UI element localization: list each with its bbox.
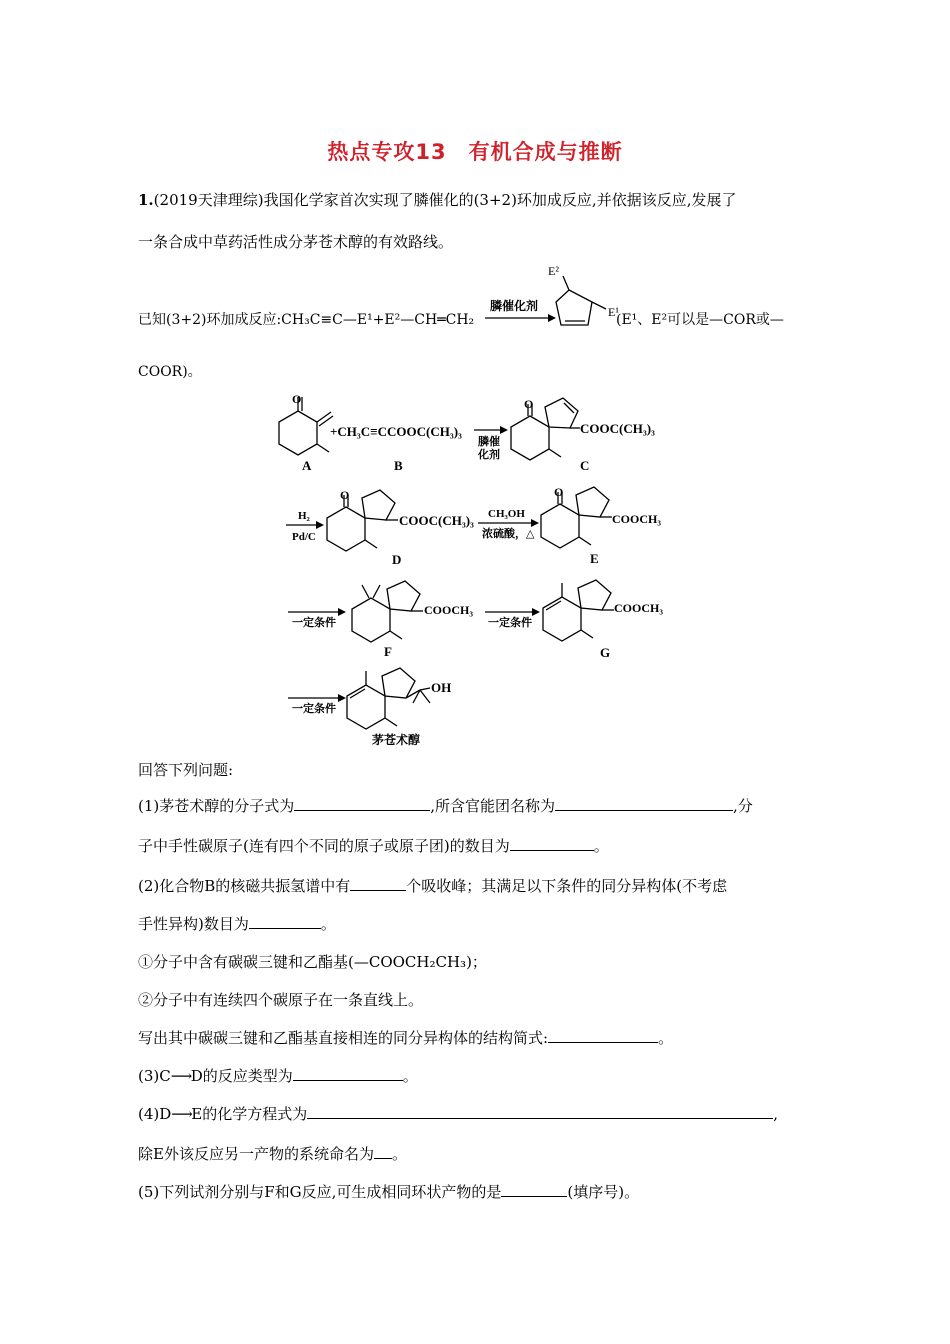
cat-label-2: 化剂 — [478, 449, 500, 461]
known-reaction-arrow — [485, 298, 556, 322]
cond-label-2: 一定条件 — [488, 617, 532, 629]
hydroxyl-label: OH — [431, 680, 452, 695]
compound-f — [352, 581, 423, 642]
methanol-label: CH₃OH — [488, 508, 525, 520]
q4-text-a: (4)D — [138, 1105, 172, 1123]
acid-label: 浓硫酸，△ — [482, 528, 535, 540]
oxygen-c: O — [524, 397, 534, 411]
questions-intro: 回答下列问题: — [138, 761, 234, 779]
condition-1: ①分子中含有碳碳三键和乙酯基(—COOCH₂CH₃)； — [138, 953, 487, 971]
question-source: (2019天津理综) — [153, 191, 264, 209]
question-2-part-3 — [138, 1028, 673, 1048]
h2-label: H₂ — [298, 510, 310, 522]
label-product: 茅苍术醇 — [372, 733, 421, 747]
right-arrow-icon: ⟶ — [170, 1067, 193, 1085]
ester-g: COOCH₃ — [614, 601, 663, 615]
arrow-ab-c — [474, 426, 508, 434]
answer-blank-equation[interactable] — [307, 1104, 773, 1119]
answer-blank-structure[interactable] — [548, 1028, 658, 1043]
oxygen-e: O — [554, 485, 564, 499]
q4-text-c: , — [773, 1105, 779, 1123]
arrow-f-g — [485, 608, 540, 616]
q4-text-b: E的化学方程式为 — [191, 1105, 308, 1123]
page-title: 热点专攻13 有机合成与推断 — [327, 140, 623, 164]
answer-blank-formula[interactable] — [294, 796, 430, 811]
q3-text-c: 。 — [402, 1067, 418, 1085]
answer-blank-isomer-count[interactable] — [249, 914, 321, 929]
q4-text-e: 。 — [391, 1145, 407, 1163]
cond-label-1: 一定条件 — [292, 617, 336, 629]
q3-text-b: D的反应类型为 — [190, 1067, 293, 1085]
oxygen-d: O — [340, 488, 350, 502]
question-1-part-2 — [138, 836, 609, 856]
arrow-c-d — [286, 521, 324, 529]
cond-label-3: 一定条件 — [292, 703, 336, 715]
label-f: F — [384, 644, 392, 659]
label-d: D — [392, 552, 402, 567]
answer-blank-chiral-count[interactable] — [510, 836, 594, 851]
e1-label: E¹ — [608, 305, 619, 319]
q5-text-b: (填序号)。 — [567, 1183, 640, 1201]
compound-e — [541, 487, 612, 548]
label-c: C — [580, 458, 590, 473]
question-1-part-1 — [138, 796, 753, 816]
known-reaction-prefix: 已知(3+2)环加成反应:CH₃C≡C—E¹+E²—CH═CH₂ — [138, 312, 475, 328]
compound-d — [327, 490, 398, 551]
question-2-part-2 — [138, 914, 336, 934]
question-number: 1. — [138, 191, 154, 209]
q1-text-a: (1)茅苍术醇的分子式为 — [138, 797, 295, 815]
q3-text-a: (3)C — [138, 1067, 171, 1085]
q1-text-c: ,分 — [733, 797, 753, 815]
label-e: E — [590, 551, 599, 566]
q1-text-e: 。 — [593, 837, 609, 855]
q1-text-d: 子中手性碳原子(连有四个不同的原子或原子团)的数目为 — [138, 837, 510, 855]
q2-text-a: (2)化合物B的核磁共振氢谱中有 — [138, 877, 351, 895]
question-text: 我国化学家首次实现了膦催化的(3+2)环加成反应,并依据该反应,发展了 — [263, 191, 737, 209]
q2-text-d: 。 — [320, 915, 336, 933]
compound-product — [347, 668, 430, 729]
cat-label-1: 膦催 — [478, 436, 500, 448]
right-arrow-icon: ⟶ — [171, 1105, 193, 1123]
q1-text-b: ,所含官能团名称为 — [430, 797, 556, 815]
label-b: B — [394, 458, 403, 473]
answer-blank-reaction-type[interactable] — [293, 1066, 403, 1081]
pdc-label: Pd/C — [292, 531, 316, 543]
answer-blank-peaks[interactable] — [350, 876, 406, 891]
q4-text-d: 除E外该反应另一产物的系统命名为 — [138, 1145, 374, 1163]
e2-label: E² — [548, 264, 559, 278]
question-1-line-2: 一条合成中草药活性成分茅苍术醇的有效路线。 — [138, 233, 454, 251]
answer-blank-reagent[interactable] — [501, 1182, 567, 1197]
q2-text-c: 手性异构)数目为 — [138, 915, 249, 933]
arrow-d-e — [478, 519, 539, 527]
answer-blank-byproduct-name[interactable] — [374, 1144, 392, 1159]
question-3 — [138, 1066, 418, 1086]
compound-a — [279, 397, 333, 455]
question-4-part-2 — [138, 1144, 407, 1164]
ester-d: COOC(CH₃)₃ — [399, 513, 474, 528]
answer-blank-functional-group[interactable] — [555, 796, 733, 811]
cyclopentene-product — [556, 276, 606, 325]
catalyst-label: 膦催化剂 — [490, 299, 539, 313]
known-reaction-tail: COOR)。 — [138, 364, 202, 380]
oxygen-a: O — [292, 392, 302, 406]
known-reaction-suffix: (E¹、E²可以是—COR或— — [616, 312, 784, 328]
ester-c: COOC(CH₃)₃ — [580, 421, 655, 436]
ester-f: COOCH₃ — [424, 603, 473, 617]
question-5 — [138, 1182, 639, 1202]
ester-e: COOCH₃ — [612, 512, 661, 526]
arrow-g-product — [288, 694, 346, 702]
label-a: A — [302, 458, 312, 473]
question-1-line-1 — [138, 190, 736, 210]
q2-text-f: 。 — [658, 1029, 674, 1047]
question-4-part-1 — [138, 1104, 778, 1124]
condition-2: ②分子中有连续四个碳原子在一条直线上。 — [138, 991, 424, 1009]
arrow-e-f — [288, 608, 346, 616]
compound-c — [511, 398, 580, 460]
label-g: G — [600, 645, 611, 660]
q5-text-a: (5)下列试剂分别与F和G反应,可生成相同环状产物的是 — [138, 1183, 502, 1201]
compound-g — [543, 580, 614, 641]
reagent-b: +CH₃C≡CCOOC(CH₃)₃ — [330, 424, 462, 439]
q2-text-e: 写出其中碳碳三键和乙酯基直接相连的同分异构体的结构简式: — [138, 1029, 549, 1047]
question-2-part-1 — [138, 876, 727, 896]
q2-text-b: 个吸收峰；其满足以下条件的同分异构体(不考虑 — [406, 877, 728, 895]
